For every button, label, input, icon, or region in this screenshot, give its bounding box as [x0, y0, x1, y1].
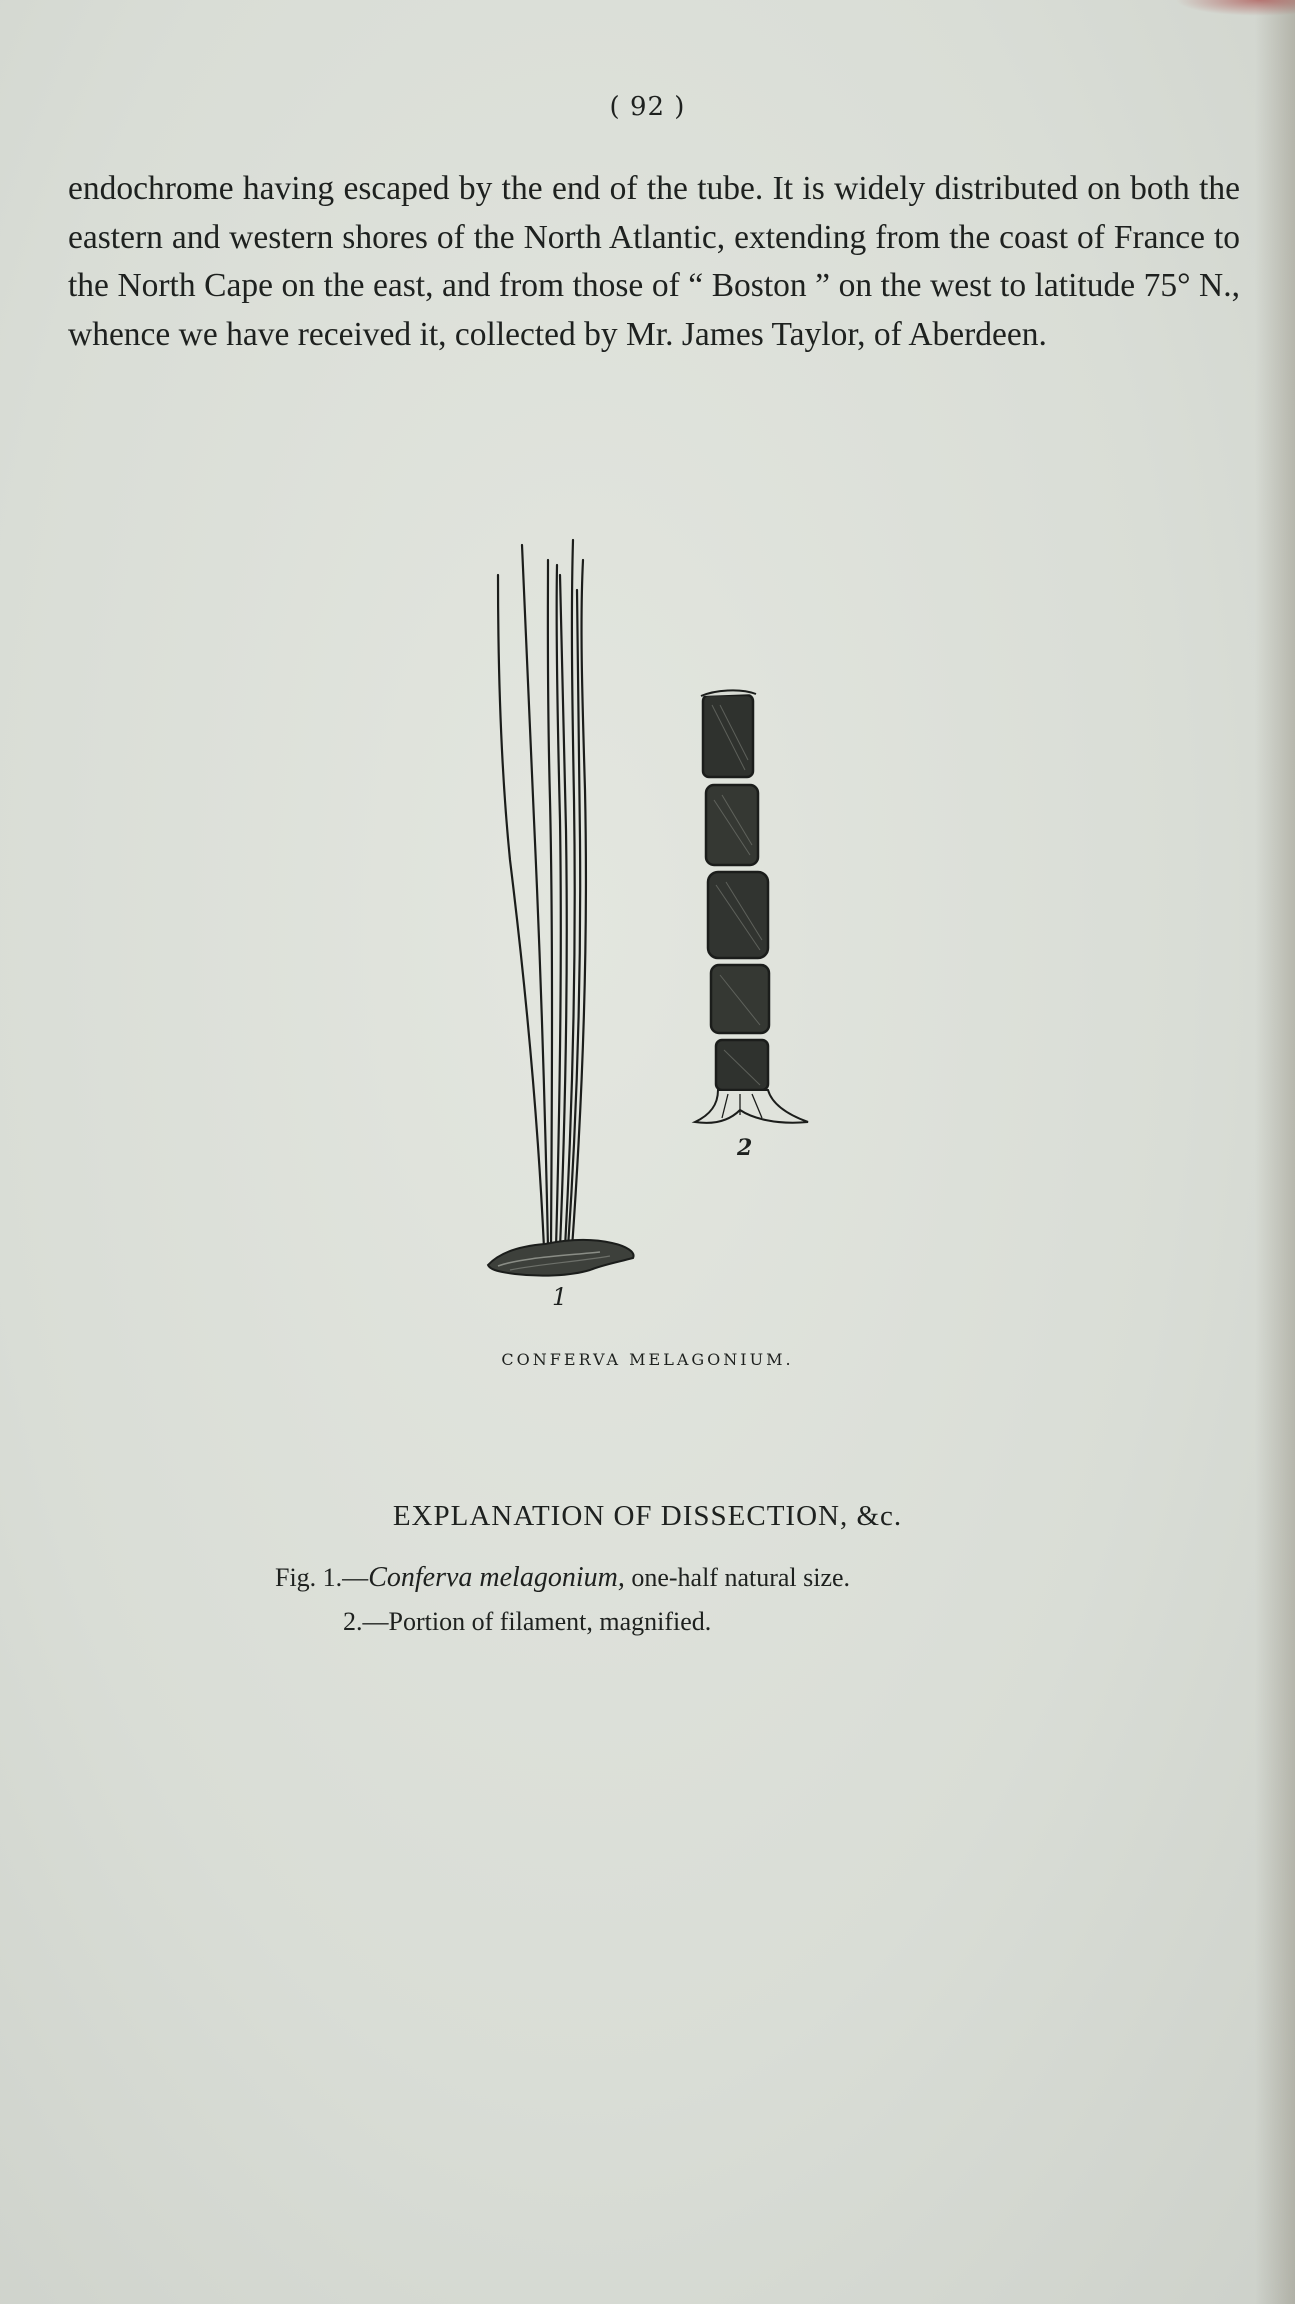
fig-1-species: Conferva melagonium,: [368, 1562, 625, 1593]
body-paragraph-text: endochrome having escaped by the end of the tube. It is widely distributed on both the eastern and western shores of the North Atlantic, extending from the coast of France to the North Cape on the east, and from those of “ Boston ” on the west to latitude 75° N., whence we have received it, collected by Mr. James Taylor, of Aberdeen.: [68, 170, 1240, 353]
figure-1-holdfast: [488, 1240, 634, 1276]
explanation-heading: EXPLANATION OF DISSECTION, &c.: [392, 1500, 903, 1532]
page-number: ( 92 ): [609, 92, 686, 122]
figure-2-filament: [695, 690, 808, 1122]
fig-1-prefix: Fig. 1.—: [275, 1563, 369, 1592]
figure-1-filaments: [498, 540, 586, 1248]
fig-1-rest: one-half natural size.: [624, 1563, 851, 1592]
fig-1-explanation: [275, 1562, 850, 1594]
fig-2-explanation: 2.—Portion of filament, magnified.: [343, 1607, 712, 1636]
figure-label-1: 1: [552, 1283, 568, 1311]
figure-label-2: 2: [737, 1135, 753, 1161]
figure-caption: CONFERVA MELAGONIUM.: [501, 1350, 794, 1369]
